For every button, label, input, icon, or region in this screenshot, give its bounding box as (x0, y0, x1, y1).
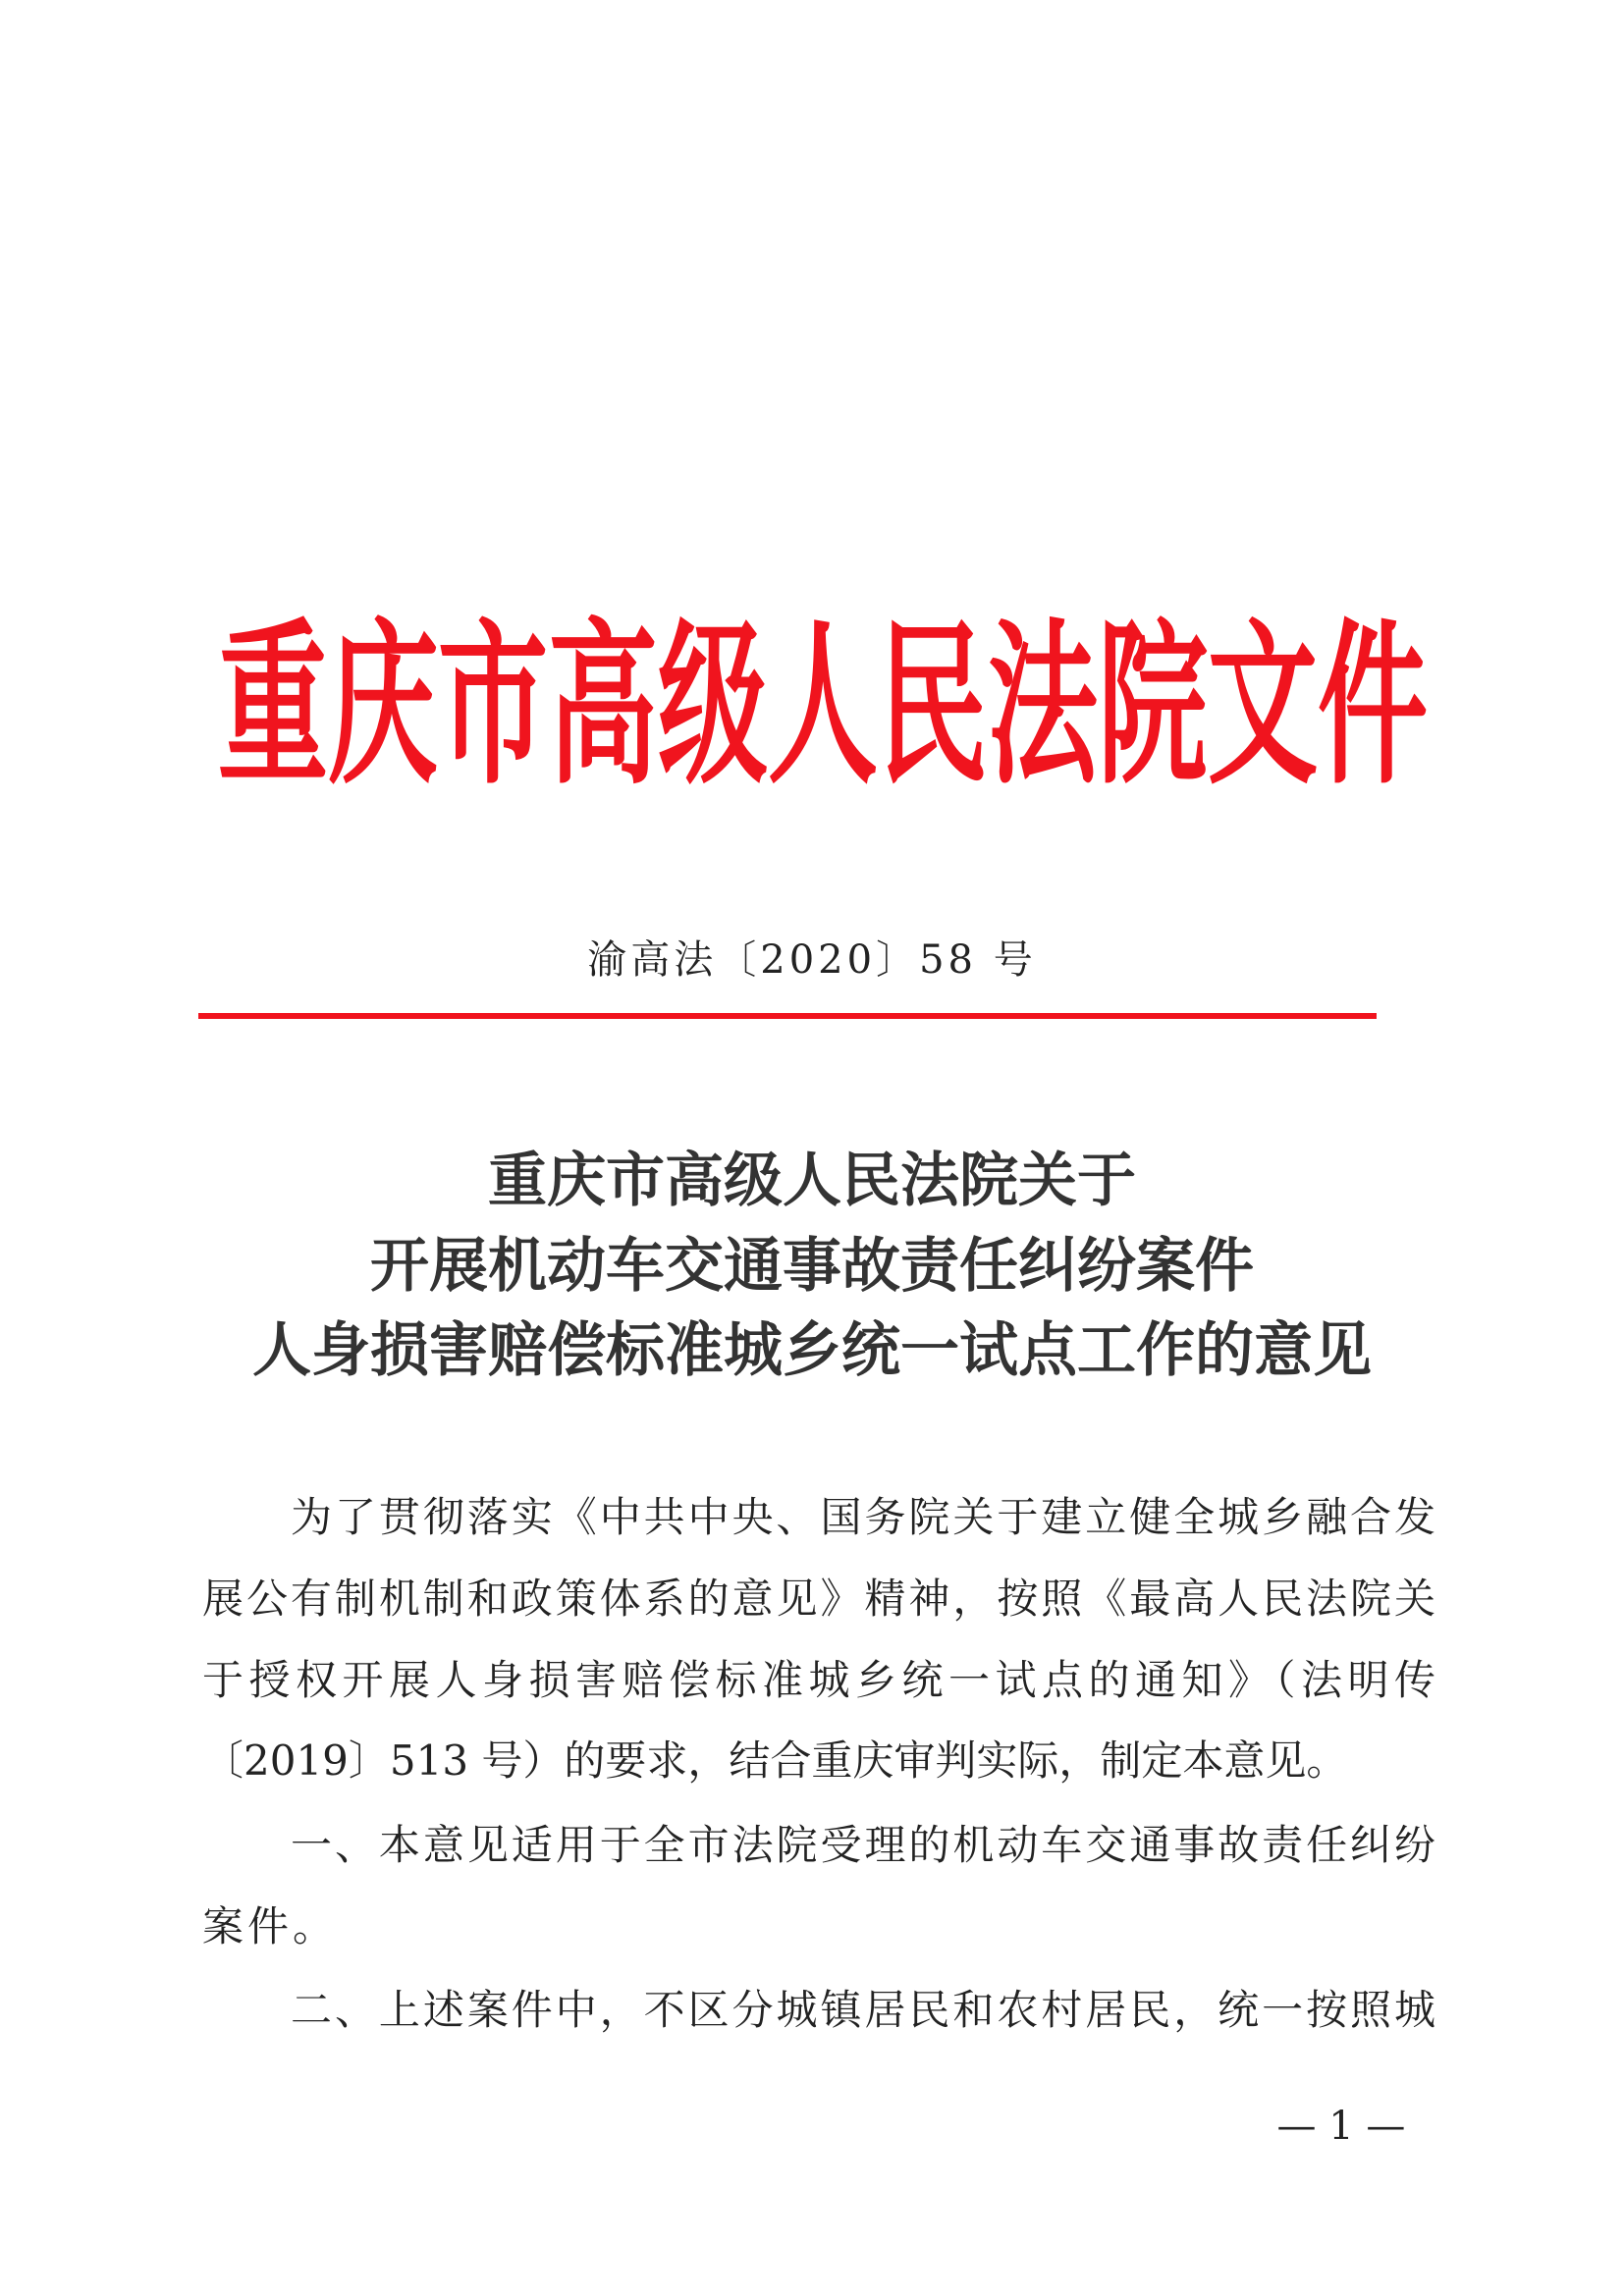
body-line: 为了贯彻落实《中共中央、国务院关于建立健全城乡融合发 (291, 1493, 1435, 1541)
body-line: 一、本意见适用于全市法院受理的机动车交通事故责任纠纷 (291, 1821, 1435, 1869)
title-line-1: 重庆市高级人民法院关于 (488, 1147, 1136, 1215)
body-line: 于授权开展人身损害赔偿标准城乡统一试点的通知》（法明传 (202, 1656, 1435, 1704)
body-line: 展公有制机制和政策体系的意见》精神，按照《最高人民法院关 (202, 1575, 1435, 1623)
document-number: 渝高法〔2020〕58 号 (587, 937, 1037, 983)
body-line: 案件。 (202, 1902, 339, 1950)
title-line-2: 开展机动车交通事故责任纠纷案件 (370, 1232, 1254, 1301)
red-divider (198, 1013, 1377, 1019)
body-line: 〔2019〕513 号）的要求，结合重庆审判实际，制定本意见。 (202, 1736, 1348, 1785)
page-number: — 1 — (1276, 2104, 1406, 2149)
title-line-3: 人身损害赔偿标准城乡统一试点工作的意见 (252, 1316, 1372, 1385)
body-line: 二、上述案件中，不区分城镇居民和农村居民，统一按照城 (291, 1986, 1435, 2034)
document-header-title: 重庆市高级人民法院文件 (218, 605, 1428, 809)
